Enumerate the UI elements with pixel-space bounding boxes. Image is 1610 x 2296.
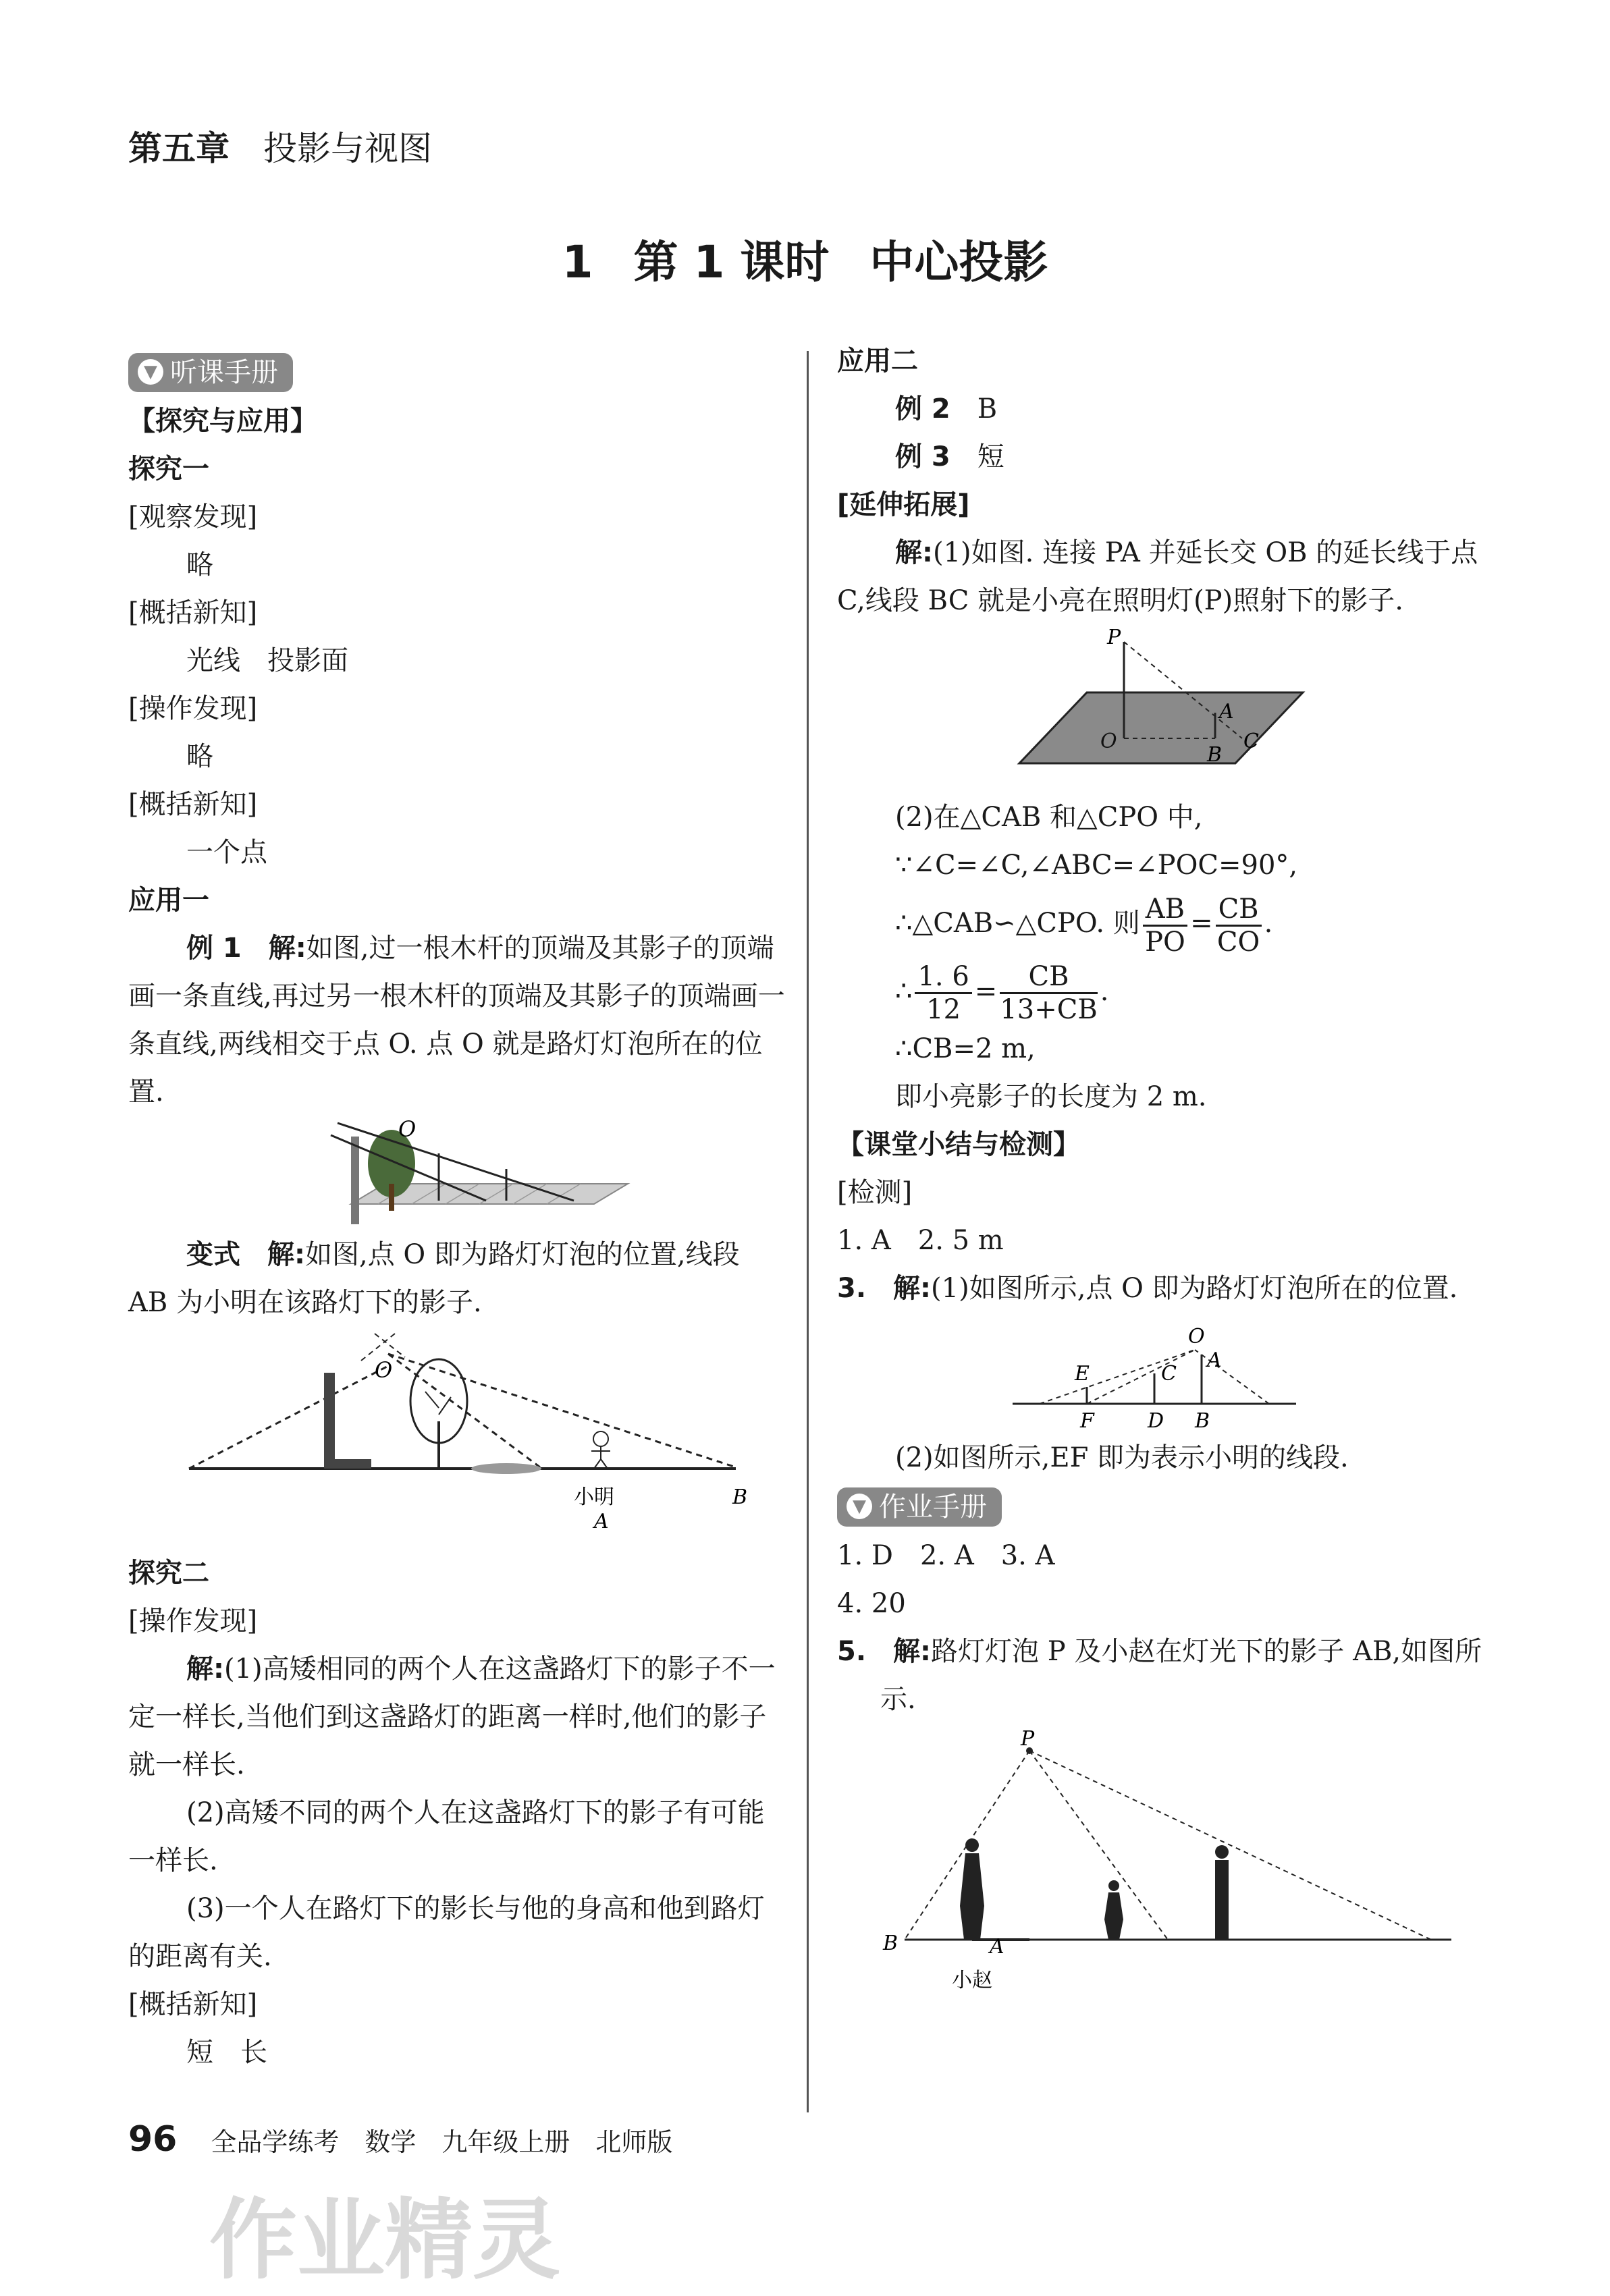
explore2-answer-1: 解:(1)高矮相同的两个人在这盏路灯下的影子不一定一样长,当他们到这盏路灯的距离一样时,他们的影子就一样长. <box>128 1653 776 1780</box>
label-A: A <box>1219 700 1234 723</box>
explore2-answer-2: (2)高矮不同的两个人在这盏路灯下的影子有可能一样长. <box>128 1797 765 1876</box>
label-O: O <box>375 1357 393 1383</box>
test-answers-1-2: 1. A 2. 5 m <box>837 1225 1004 1256</box>
label-E: E <box>1075 1362 1090 1386</box>
section-apply-2: 应用二 <box>837 346 918 377</box>
homework-handbook-badge: ▼ 作业手册 <box>837 1487 1002 1527</box>
label-O: O <box>1100 730 1117 753</box>
example-1: 例 1 解:如图,过一根木杆的顶端及其影子的顶端画一条直线,再过另一根木杆的顶端及其影子的顶端画一条直线,两线相交于点 O. 点 O 就是路灯灯泡所在的位置. <box>128 933 785 1108</box>
column-divider <box>807 351 809 2112</box>
label-xiaozhao: 小赵 <box>952 1969 992 1992</box>
test-answer-3: 3. 解:(1)如图所示,点 O 即为路灯灯泡所在的位置. <box>837 1273 1458 1304</box>
figure-plane-light <box>837 625 1495 794</box>
lesson-topic: 中心投影 <box>869 236 1048 288</box>
section-explore-2: 探究二 <box>128 1558 209 1589</box>
proof-line-1: (2)在△CAB 和△CPO 中, <box>895 802 1203 833</box>
extend-answer: 解:(1)如图. 连接 PA 并延长交 OB 的延长线于点 C,线段 BC 就是小亮在照明灯(P)照射下的影子. <box>837 537 1478 616</box>
chevron-down-icon: ▼ <box>847 1494 872 1519</box>
label-C: C <box>1243 730 1259 753</box>
figure-three-objects <box>837 1313 1495 1434</box>
chapter-number: 第五章 <box>128 129 230 168</box>
label-B: B <box>1207 743 1223 767</box>
label-xiaoming: 小明 <box>574 1485 614 1509</box>
figure-streetlight <box>128 1327 786 1550</box>
chapter-title: 投影与视图 <box>263 129 432 168</box>
label-F: F <box>1080 1409 1094 1433</box>
example-3-label: 例 3 <box>895 441 950 472</box>
label-O: O <box>1188 1325 1205 1348</box>
page-footer <box>128 2119 672 2160</box>
answer-text: 光线 投影面 <box>186 645 348 676</box>
answer-text: 短 长 <box>186 2037 267 2068</box>
chapter-header <box>128 121 432 170</box>
tag-extend: [延伸拓展] <box>837 489 970 520</box>
label-P: P <box>1107 626 1121 649</box>
example-2-answer: B <box>977 393 998 425</box>
label-O: O <box>398 1116 417 1142</box>
tag-observe: [观察发现] <box>128 501 258 532</box>
test-answer-3-part2: (2)如图所示,EF 即为表示小明的线段. <box>895 1442 1349 1473</box>
homework-answer-5: 5. 解:路灯灯泡 P 及小赵在灯光下的影子 AB,如图所示. <box>837 1636 1482 1715</box>
label-C: C <box>1161 1362 1177 1386</box>
tag-summary: [概括新知] <box>128 1989 258 2020</box>
left-column <box>128 348 786 2077</box>
proof-line-4: ∴ $\frac{1. 6}{12}$ = $\frac{CB}{13+CB}$ . <box>895 961 1109 1025</box>
label-P: P <box>1021 1727 1035 1751</box>
answer-text: 略 <box>186 741 213 772</box>
section-explore-1: 探究一 <box>128 454 209 485</box>
tag-operate: [操作发现] <box>128 693 258 724</box>
proof-line-5: ∴CB=2 m, <box>895 1033 1036 1064</box>
watermark: 作业精灵 <box>209 2189 561 2291</box>
proof-line-2: ∵∠C=∠C,∠ABC=∠POC=90°, <box>895 850 1298 881</box>
chevron-down-icon: ▼ <box>138 359 163 385</box>
right-column <box>837 337 1495 2007</box>
label-A: A <box>594 1510 609 1533</box>
figure-three-people <box>837 1724 1495 2007</box>
tag-operate: [操作发现] <box>128 1606 258 1637</box>
book-title: 全品学练考 数学 九年级上册 北师版 <box>211 2127 673 2157</box>
example-2-label: 例 2 <box>895 393 950 425</box>
tag-summary: [概括新知] <box>128 597 258 628</box>
answer-text: 一个点 <box>186 837 267 868</box>
homework-answers-1-3: 1. D 2. A 3. A <box>837 1540 1055 1571</box>
label-A: A <box>990 1935 1004 1959</box>
variant-answer: 变式 解:如图,点 O 即为路灯灯泡的位置,线段 AB 为小明在该路灯下的影子. <box>128 1239 740 1318</box>
tag-summary: [概括新知] <box>128 789 258 820</box>
tag-test: [检测] <box>837 1177 913 1208</box>
homework-answer-4: 4. 20 <box>837 1588 906 1619</box>
section-apply-1: 应用一 <box>128 885 209 916</box>
figure-two-poles <box>128 1116 786 1231</box>
lesson-period: 第 1 课时 <box>633 236 830 288</box>
answer-text: 略 <box>186 549 213 580</box>
label-B: B <box>1195 1409 1210 1433</box>
proof-conclusion: 即小亮影子的长度为 2 m. <box>895 1081 1207 1112</box>
section-explore-apply: 【探究与应用】 <box>128 406 317 437</box>
listening-handbook-badge: ▼ 听课手册 <box>128 353 293 392</box>
example-3-answer: 短 <box>977 441 1004 472</box>
section-summary-test: 【课堂小结与检测】 <box>837 1129 1080 1160</box>
page-number: 96 <box>128 2119 178 2160</box>
lesson-title <box>0 226 1610 290</box>
label-A: A <box>1207 1348 1222 1372</box>
label-B: B <box>883 1932 898 1955</box>
proof-line-3: ∴△CAB∽△CPO. 则 $\frac{AB}{PO}$ = $\frac{CB}{CO}$ . <box>895 893 1273 958</box>
explore2-answer-3: (3)一个人在路灯下的影长与他的身高和他到路灯的距离有关. <box>128 1893 765 1972</box>
label-B: B <box>732 1485 748 1509</box>
lesson-number: 1 <box>562 236 593 288</box>
label-D: D <box>1148 1409 1164 1433</box>
